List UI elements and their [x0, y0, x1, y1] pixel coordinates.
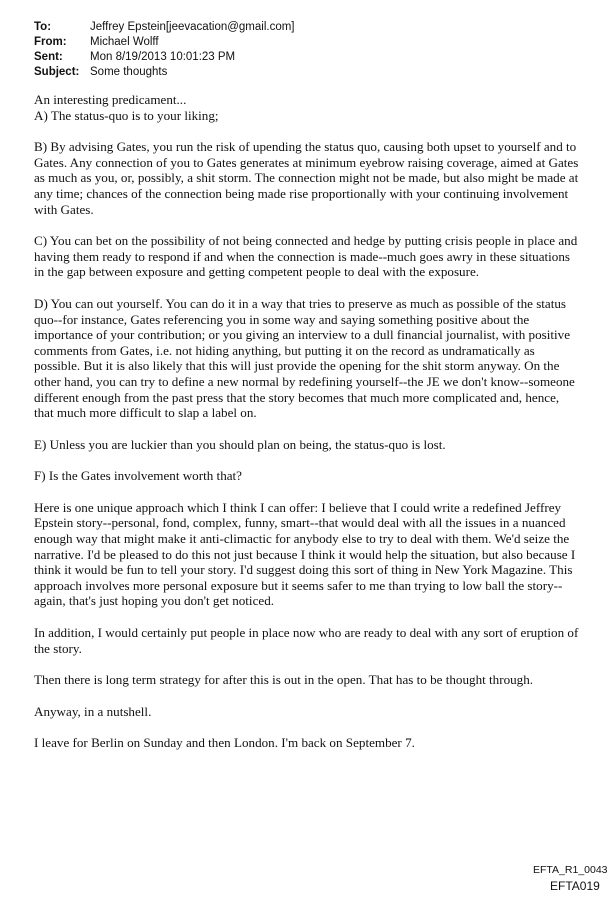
to-value: Jeffrey Epstein[jeevacation@gmail.com]: [90, 21, 295, 33]
paragraph-e: E) Unless you are luckier than you should plan on being, the status-quo is lost.: [34, 436, 446, 452]
intro-line-2: A) The status-quo is to your liking;: [34, 107, 219, 123]
from-value: Michael Wolff: [90, 36, 159, 48]
subject-label: Subject:: [34, 66, 80, 78]
to-row: [34, 20, 295, 35]
paragraph-i: Then there is long term strategy for after this is out in the open. That has to be thought through.: [34, 672, 534, 688]
bates-number-1: EFTA_R1_0043: [533, 864, 608, 876]
from-row: [34, 35, 295, 50]
paragraph-j: Anyway, in a nutshell.: [34, 703, 152, 719]
subject-value: Some thoughts: [90, 66, 168, 78]
paragraph-g: Here is one unique approach which I think I can offer: I believe that I could write a redefined Jeffrey Epstein story--personal, fond, complex, funny, smart--that would deal with all the issues in a nuanced enough way that might make it anti-climactic for anybody else to try to deal with them. We'd seize the narrative. I'd be pleased to do this not just because I think it would help the situation, but also because I think it would be fun to tell your story. I'd suggest doing this sort of thing in New York Magazine. This approach involves more personal exposure but it seems safer to me than trying to low ball the story--again, that's just hoping you don't get noticed.: [34, 499, 576, 609]
to-label: To:: [34, 21, 52, 33]
subject-row: [34, 65, 295, 80]
paragraph-k: I leave for Berlin on Sunday and then London. I'm back on September 7.: [34, 735, 415, 751]
paragraph-d: D) You can out yourself. You can do it in a way that tries to preserve as much as possible of the status quo--for instance, Gates referencing you in some way and saying something positive about the importance of your contribution; or you giving an interview to a dull financial journalist, with positive comments from Gates, i.e. not hiding anything, but putting it on the record as undramatically as possible. But it is also likely that this will just provide the opening for the shit storm anyway. On the other hand, you can try to define a new normal by redefining yourself--the JE we don't know--someone different enough from the past press that the story becomes that much more complicated and, hence, that much more difficult to slap a label on.: [34, 295, 575, 421]
sent-row: [34, 50, 295, 65]
paragraph-f: F) Is the Gates involvement worth that?: [34, 468, 242, 484]
bates-number-2: EFTA019: [550, 879, 600, 893]
paragraph-c: C) You can bet on the possibility of not being connected and hedge by putting crisis people in place and having them ready to respond if and when the connection is made--much goes awry in these situations in the gap between exposure and getting competent people to deal with the exposure.: [34, 233, 578, 280]
paragraph-b: B) By advising Gates, you run the risk of upending the status quo, causing both upset to yourself and to Gates. Any connection of you to Gates generates at minimum eyebrow raising coverage, aimed at Gates as much as you, or, possibly, a shit storm. The connection might not be made, but also might be made at any time; chances of the connection being made rise proportionally with your continuing involvement with Gates.: [34, 139, 579, 217]
intro-line-1: An interesting predicament...: [34, 92, 187, 107]
from-label: From:: [34, 36, 67, 48]
email-body: [34, 92, 582, 767]
sent-value: Mon 8/19/2013 10:01:23 PM: [90, 51, 236, 63]
paragraph-h: In addition, I would certainly put people in place now who are ready to deal with any sort of eruption of the story.: [34, 625, 579, 656]
email-header: [34, 20, 295, 80]
sent-label: Sent:: [34, 51, 63, 63]
